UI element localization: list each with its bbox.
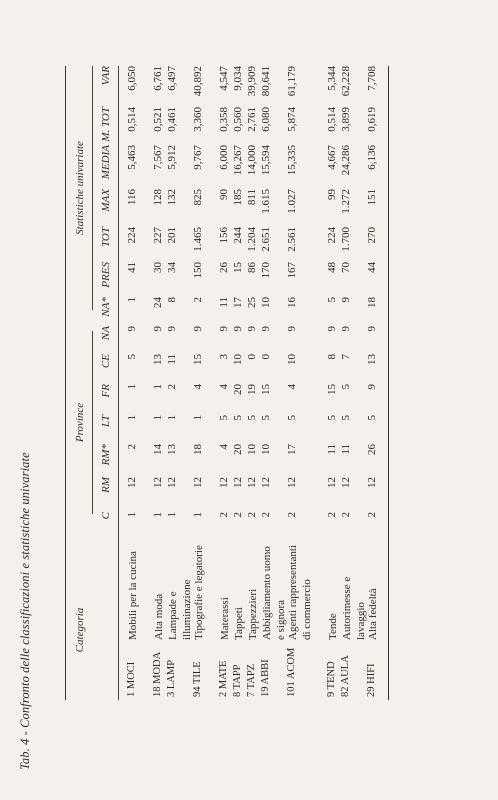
cell-c: 2 (218, 512, 230, 518)
cell-fr: 19 (246, 384, 258, 395)
cell-na: 9 (246, 326, 258, 332)
cell-max: 151 (366, 189, 378, 206)
cell-pres: 44 (366, 262, 378, 273)
cell-na-star: 10 (260, 297, 272, 308)
cell-fr: 1 (152, 384, 164, 390)
col-header-rm-star: RM* (100, 444, 112, 466)
cell-ce: 15 (192, 354, 204, 365)
cell-rm: 12 (326, 477, 338, 488)
row-code: 1 MOCI (126, 661, 137, 697)
province-rule (92, 331, 93, 514)
cell-na: 9 (260, 326, 272, 332)
cell-na-star: 18 (366, 297, 378, 308)
cell-media: 9,767 (192, 145, 204, 170)
col-header-lt: LT (100, 415, 112, 428)
cell-rm-star: 17 (286, 444, 298, 455)
row-code: 8 TAPP (232, 664, 243, 697)
cell-pres: 41 (126, 262, 138, 273)
cell-na: 9 (232, 326, 244, 332)
col-header-max: MAX (100, 189, 112, 212)
cell-pres: 150 (192, 262, 204, 279)
cell-lt: 5 (286, 415, 298, 421)
cell-rm: 12 (232, 477, 244, 488)
cell-ce: 7 (340, 354, 352, 360)
cell-pres: 86 (246, 262, 258, 273)
cell-rm: 12 (366, 477, 378, 488)
col-header-mtot: M. TOT (100, 107, 112, 142)
cell-ce: 0 (246, 354, 258, 360)
cell-pres: 70 (340, 262, 352, 273)
cell-tot: 156 (218, 227, 230, 244)
row-code: 2 MATE (218, 660, 229, 697)
cell-ce: 5 (126, 354, 138, 360)
cell-max: 1.615 (260, 189, 272, 214)
cell-media: 4,667 (326, 145, 338, 170)
row-description: Tappezzieri (247, 588, 259, 640)
cell-pres: 26 (218, 262, 230, 273)
cell-rm-star: 20 (232, 444, 244, 455)
row-code: 101 ACOM (286, 647, 297, 697)
cell-var: 6,761 (152, 66, 164, 91)
cell-var: 5,344 (326, 66, 338, 91)
cell-lt: 5 (326, 415, 338, 421)
cell-rm: 12 (192, 477, 204, 488)
cell-lt: 5 (366, 415, 378, 421)
cell-max: 128 (152, 189, 164, 206)
cell-max: 90 (218, 189, 230, 200)
cell-mtot: 3,360 (192, 107, 204, 132)
cell-pres: 167 (286, 262, 298, 279)
row-description: Tende (327, 613, 339, 640)
col-header-ce: CE (100, 354, 112, 369)
cell-ce: 0 (260, 354, 272, 360)
cell-rm-star: 13 (166, 444, 178, 455)
cell-mtot: 0,514 (326, 107, 338, 132)
col-header-na: NA (100, 326, 112, 341)
cell-rm: 12 (218, 477, 230, 488)
col-header-media: MEDIA (100, 145, 112, 180)
cell-fr: 9 (366, 384, 378, 390)
row-description: Lampade e illuminazione (167, 579, 193, 640)
cell-c: 2 (366, 512, 378, 518)
cell-fr: 5 (340, 384, 352, 390)
cell-rm-star: 10 (260, 444, 272, 455)
cell-na: 9 (126, 326, 138, 332)
header-bottom-rule (118, 66, 119, 700)
col-header-var: VAR (100, 66, 112, 86)
cell-ce: 10 (232, 354, 244, 365)
row-code: 19 ABBI (260, 659, 271, 697)
cell-max: 185 (232, 189, 244, 206)
cell-rm: 12 (260, 477, 272, 488)
cell-mtot: 0,461 (166, 107, 178, 132)
cell-lt: 1 (166, 415, 178, 421)
cell-tot: 201 (166, 227, 178, 244)
row-description: Agenti rappresentanti di commercio (287, 545, 313, 640)
cell-var: 61,179 (286, 66, 298, 97)
cell-media: 5,463 (126, 145, 138, 170)
cell-rm: 12 (286, 477, 298, 488)
cell-pres: 170 (260, 262, 272, 279)
cell-mtot: 0,358 (218, 107, 230, 132)
cell-c: 1 (166, 512, 178, 518)
cell-var: 62,228 (340, 66, 352, 97)
cell-var: 80,641 (260, 66, 272, 97)
cell-na: 9 (152, 326, 164, 332)
top-rule (65, 66, 66, 700)
row-code: 29 HIFI (366, 663, 377, 697)
cell-fr: 15 (326, 384, 338, 395)
row-code: 3 LAMP (166, 659, 177, 697)
cell-mtot: 2,761 (246, 107, 258, 132)
cell-rm-star: 10 (246, 444, 258, 455)
cell-mtot: 6,080 (260, 107, 272, 132)
cell-c: 2 (232, 512, 244, 518)
cell-na: 9 (192, 326, 204, 332)
cell-pres: 15 (232, 262, 244, 273)
cell-c: 1 (126, 512, 138, 518)
cell-max: 116 (126, 189, 138, 206)
cell-tot: 1.204 (246, 227, 258, 252)
cell-lt: 5 (232, 415, 244, 421)
col-header-na-star: NA* (100, 297, 112, 317)
cell-pres: 34 (166, 262, 178, 273)
cell-media: 7,567 (152, 145, 164, 170)
col-header-fr: FR (100, 384, 112, 398)
cell-tot: 2.651 (260, 227, 272, 252)
cell-fr: 1 (126, 384, 138, 390)
cell-na-star: 2 (192, 297, 204, 303)
cell-lt: 5 (246, 415, 258, 421)
row-description: Autorimesse e lavaggio (341, 576, 367, 640)
cell-ce: 10 (286, 354, 298, 365)
cell-rm-star: 26 (366, 444, 378, 455)
row-code: 94 TILE (192, 661, 203, 697)
cell-c: 2 (286, 512, 298, 518)
cell-media: 6,000 (218, 145, 230, 170)
cell-na: 9 (340, 326, 352, 332)
cell-ce: 13 (366, 354, 378, 365)
row-description: Alta fedeltà (367, 588, 379, 640)
cell-c: 2 (246, 512, 258, 518)
row-code: 9 TEND (326, 661, 337, 697)
cell-na-star: 1 (126, 297, 138, 303)
col-header-pres: PRES (100, 262, 112, 288)
col-header-rm: RM (100, 477, 112, 493)
cell-rm: 12 (246, 477, 258, 488)
cell-rm-star: 11 (326, 444, 338, 455)
cell-max: 1.272 (340, 189, 352, 214)
cell-na-star: 16 (286, 297, 298, 308)
cell-max: 1.027 (286, 189, 298, 214)
col-header-tot: TOT (100, 227, 112, 247)
cell-pres: 48 (326, 262, 338, 273)
cell-var: 4,547 (218, 66, 230, 91)
cell-ce: 11 (166, 354, 178, 365)
cell-var: 40,892 (192, 66, 204, 97)
cell-c: 2 (260, 512, 272, 518)
cell-var: 39,909 (246, 66, 258, 97)
cell-rm: 12 (340, 477, 352, 488)
bottom-rule (388, 66, 389, 700)
cell-media: 16,267 (232, 145, 244, 176)
cell-na-star: 9 (340, 297, 352, 303)
cell-na: 9 (366, 326, 378, 332)
cell-mtot: 0,521 (152, 107, 164, 132)
cell-fr: 4 (218, 384, 230, 390)
cell-tot: 224 (126, 227, 138, 244)
cell-fr: 4 (192, 384, 204, 390)
cell-tot: 270 (366, 227, 378, 244)
col-header-c: C (100, 512, 112, 520)
cell-tot: 1.465 (192, 227, 204, 252)
header-categoria: Categoria (74, 607, 86, 653)
cell-fr: 4 (286, 384, 298, 390)
cell-c: 1 (192, 512, 204, 518)
cell-rm: 12 (166, 477, 178, 488)
row-code: 7 TAPZ (246, 663, 257, 697)
cell-lt: 5 (340, 415, 352, 421)
cell-max: 811 (246, 189, 258, 206)
cell-rm: 12 (152, 477, 164, 488)
cell-media: 15,594 (260, 145, 272, 176)
cell-mtot: 0,619 (366, 107, 378, 132)
cell-pres: 30 (152, 262, 164, 273)
cell-ce: 8 (326, 354, 338, 360)
row-description: Tipografie e legatorie (193, 545, 205, 640)
stat-rule (92, 66, 93, 310)
cell-c: 2 (340, 512, 352, 518)
cell-lt: 1 (126, 415, 138, 421)
cell-lt: 1 (192, 415, 204, 421)
cell-media: 5,912 (166, 145, 178, 170)
cell-tot: 2.561 (286, 227, 298, 252)
cell-fr: 20 (232, 384, 244, 395)
cell-na-star: 17 (232, 297, 244, 308)
row-description: Tappeti (233, 607, 245, 640)
cell-var: 7,708 (366, 66, 378, 91)
cell-na-star: 11 (218, 297, 230, 308)
cell-ce: 3 (218, 354, 230, 360)
cell-lt: 1 (152, 415, 164, 421)
cell-max: 825 (192, 189, 204, 206)
row-description: Abbigliamento uomo e signora (261, 546, 287, 640)
cell-max: 99 (326, 189, 338, 200)
cell-na-star: 8 (166, 297, 178, 303)
cell-mtot: 5,874 (286, 107, 298, 132)
cell-tot: 224 (326, 227, 338, 244)
cell-mtot: 0,560 (232, 107, 244, 132)
cell-lt: 5 (260, 415, 272, 421)
cell-rm-star: 4 (218, 444, 230, 450)
cell-fr: 15 (260, 384, 272, 395)
cell-rm-star: 18 (192, 444, 204, 455)
cell-na-star: 25 (246, 297, 258, 308)
header-province: Province (74, 402, 86, 443)
cell-tot: 227 (152, 227, 164, 244)
cell-fr: 2 (166, 384, 178, 390)
cell-lt: 5 (218, 415, 230, 421)
cell-na: 9 (166, 326, 178, 332)
cell-na: 9 (326, 326, 338, 332)
cell-na-star: 5 (326, 297, 338, 303)
cell-c: 2 (326, 512, 338, 518)
row-code: 82 AULA (340, 655, 351, 697)
cell-var: 6,050 (126, 66, 138, 91)
cell-media: 6,136 (366, 145, 378, 170)
cell-ce: 13 (152, 354, 164, 365)
cell-media: 24,286 (340, 145, 352, 176)
cell-max: 132 (166, 189, 178, 206)
cell-rm: 12 (126, 477, 138, 488)
row-code: 18 MODA (152, 651, 163, 697)
cell-rm-star: 14 (152, 444, 164, 455)
cell-na: 9 (286, 326, 298, 332)
row-description: Materassi (219, 597, 231, 640)
cell-media: 14,000 (246, 145, 258, 176)
cell-media: 15,335 (286, 145, 298, 176)
cell-na-star: 24 (152, 297, 164, 308)
row-description: Alta moda (153, 593, 165, 640)
table-caption: Tab. 4 - Confronto delle classificazioni e statistiche univariate (18, 452, 32, 770)
cell-mtot: 3,899 (340, 107, 352, 132)
header-statistiche: Statistiche univariate (74, 141, 86, 235)
cell-var: 9,034 (232, 66, 244, 91)
cell-rm-star: 11 (340, 444, 352, 455)
cell-rm-star: 2 (126, 444, 138, 450)
cell-tot: 1.700 (340, 227, 352, 252)
cell-var: 6,497 (166, 66, 178, 91)
cell-c: 1 (152, 512, 164, 518)
cell-tot: 244 (232, 227, 244, 244)
row-description: Mobili per la cucina (127, 551, 139, 640)
cell-mtot: 0,514 (126, 107, 138, 132)
cell-na: 9 (218, 326, 230, 332)
